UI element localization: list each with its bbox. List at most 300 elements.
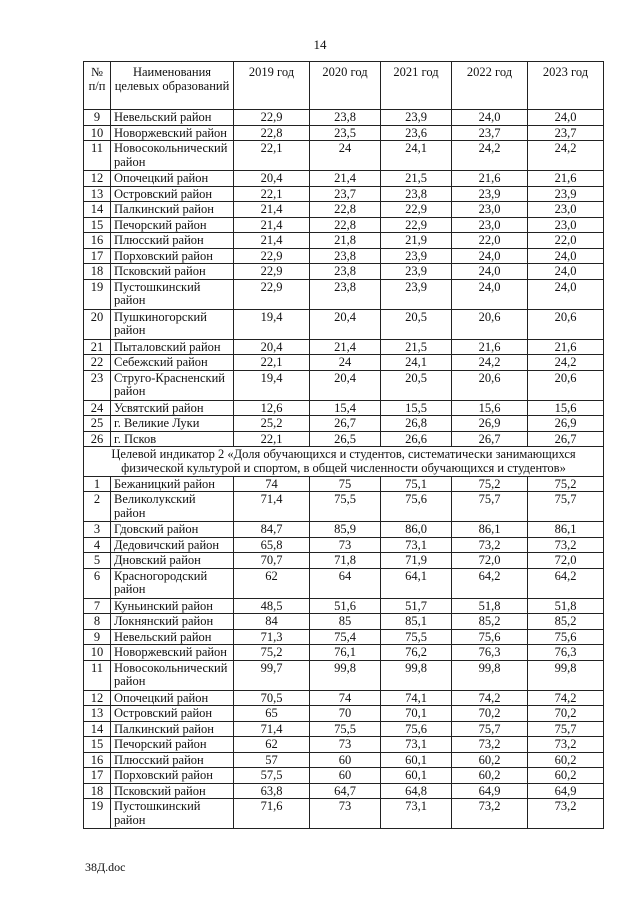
value-cell: 23,0 <box>528 217 604 233</box>
value-cell: 70,2 <box>528 706 604 722</box>
table-row <box>84 799 604 829</box>
row-number: 3 <box>84 522 111 538</box>
value-cell: 21,6 <box>528 171 604 187</box>
value-cell: 64,7 <box>310 783 381 799</box>
value-cell: 85,2 <box>528 614 604 630</box>
value-cell: 73,2 <box>528 737 604 753</box>
value-cell: 75,7 <box>452 721 528 737</box>
value-cell: 73,1 <box>381 537 452 553</box>
value-cell: 23,8 <box>381 186 452 202</box>
value-cell: 72,0 <box>528 553 604 569</box>
district-name: Бежаницкий район <box>111 476 234 492</box>
value-cell: 76,3 <box>452 645 528 661</box>
value-cell: 23,8 <box>310 264 381 280</box>
value-cell: 23,7 <box>452 125 528 141</box>
value-cell: 15,6 <box>528 400 604 416</box>
value-cell: 60,1 <box>381 768 452 784</box>
value-cell: 23,8 <box>310 279 381 309</box>
value-cell: 20,4 <box>310 370 381 400</box>
value-cell: 22,9 <box>234 110 310 126</box>
table-row <box>84 752 604 768</box>
value-cell: 73 <box>310 799 381 829</box>
value-cell: 23,8 <box>310 248 381 264</box>
value-cell: 75,7 <box>452 492 528 522</box>
value-cell: 64,9 <box>528 783 604 799</box>
value-cell: 20,5 <box>381 370 452 400</box>
value-cell: 99,7 <box>234 660 310 690</box>
value-cell: 20,6 <box>452 370 528 400</box>
table-row <box>84 186 604 202</box>
district-name: Великолукский район <box>111 492 234 522</box>
value-cell: 22,1 <box>234 431 310 447</box>
value-cell: 21,4 <box>310 171 381 187</box>
district-name: Псковский район <box>111 783 234 799</box>
header-year-2019: 2019 год <box>234 62 310 110</box>
value-cell: 21,6 <box>452 339 528 355</box>
value-cell: 99,8 <box>452 660 528 690</box>
district-name: г. Великие Луки <box>111 416 234 432</box>
value-cell: 63,8 <box>234 783 310 799</box>
table-row <box>84 721 604 737</box>
district-name: Опочецкий район <box>111 171 234 187</box>
district-name: Новосокольнический район <box>111 141 234 171</box>
district-name: Островский район <box>111 186 234 202</box>
row-number: 13 <box>84 186 111 202</box>
table-row <box>84 309 604 339</box>
value-cell: 22,9 <box>234 248 310 264</box>
district-name: Псковский район <box>111 264 234 280</box>
value-cell: 23,0 <box>452 202 528 218</box>
value-cell: 75 <box>310 476 381 492</box>
value-cell: 86,1 <box>528 522 604 538</box>
value-cell: 23,5 <box>310 125 381 141</box>
value-cell: 73 <box>310 737 381 753</box>
row-number: 16 <box>84 752 111 768</box>
table-row <box>84 400 604 416</box>
value-cell: 23,9 <box>452 186 528 202</box>
header-num: № п/п <box>84 62 111 110</box>
value-cell: 73,1 <box>381 799 452 829</box>
table-row <box>84 264 604 280</box>
table-row <box>84 522 604 538</box>
value-cell: 23,9 <box>528 186 604 202</box>
value-cell: 21,5 <box>381 171 452 187</box>
value-cell: 51,8 <box>452 598 528 614</box>
indicator-2-title: Целевой индикатор 2 «Доля обучающихся и студентов, систематически занимающихся физической культурой и спортом, в общей численности обучающихся и студентов» <box>84 447 604 477</box>
value-cell: 73,2 <box>452 737 528 753</box>
row-number: 12 <box>84 171 111 187</box>
value-cell: 24,2 <box>528 141 604 171</box>
value-cell: 75,6 <box>452 629 528 645</box>
table-row <box>84 629 604 645</box>
value-cell: 20,6 <box>528 309 604 339</box>
value-cell: 24,0 <box>452 264 528 280</box>
value-cell: 75,2 <box>452 476 528 492</box>
value-cell: 26,7 <box>528 431 604 447</box>
value-cell: 64 <box>310 568 381 598</box>
indicator-2-rows <box>84 476 604 829</box>
value-cell: 62 <box>234 737 310 753</box>
value-cell: 64,1 <box>381 568 452 598</box>
row-number: 1 <box>84 476 111 492</box>
row-number: 18 <box>84 264 111 280</box>
value-cell: 22,8 <box>310 217 381 233</box>
value-cell: 85 <box>310 614 381 630</box>
value-cell: 26,8 <box>381 416 452 432</box>
value-cell: 23,7 <box>310 186 381 202</box>
value-cell: 23,8 <box>310 110 381 126</box>
value-cell: 64,2 <box>528 568 604 598</box>
value-cell: 71,8 <box>310 553 381 569</box>
row-number: 12 <box>84 690 111 706</box>
value-cell: 20,5 <box>381 309 452 339</box>
value-cell: 23,9 <box>381 279 452 309</box>
row-number: 10 <box>84 645 111 661</box>
value-cell: 26,9 <box>528 416 604 432</box>
table-row <box>84 355 604 371</box>
row-number: 17 <box>84 768 111 784</box>
value-cell: 21,8 <box>310 233 381 249</box>
header-year-2021: 2021 год <box>381 62 452 110</box>
value-cell: 21,9 <box>381 233 452 249</box>
value-cell: 20,4 <box>234 339 310 355</box>
value-cell: 21,5 <box>381 339 452 355</box>
district-name: Пустошкинский район <box>111 799 234 829</box>
row-number: 6 <box>84 568 111 598</box>
table-header-row <box>84 62 604 110</box>
district-name: Новосокольнический район <box>111 660 234 690</box>
table-row <box>84 737 604 753</box>
value-cell: 21,4 <box>234 202 310 218</box>
value-cell: 60,1 <box>381 752 452 768</box>
value-cell: 85,1 <box>381 614 452 630</box>
value-cell: 22,9 <box>234 264 310 280</box>
value-cell: 20,6 <box>452 309 528 339</box>
value-cell: 22,9 <box>234 279 310 309</box>
value-cell: 86,0 <box>381 522 452 538</box>
value-cell: 15,5 <box>381 400 452 416</box>
value-cell: 57,5 <box>234 768 310 784</box>
row-number: 14 <box>84 721 111 737</box>
value-cell: 26,7 <box>452 431 528 447</box>
row-number: 19 <box>84 279 111 309</box>
table-row <box>84 706 604 722</box>
district-name: Локнянский район <box>111 614 234 630</box>
table-row <box>84 370 604 400</box>
value-cell: 19,4 <box>234 309 310 339</box>
value-cell: 21,4 <box>234 233 310 249</box>
value-cell: 23,6 <box>381 125 452 141</box>
value-cell: 85,2 <box>452 614 528 630</box>
value-cell: 75,5 <box>310 492 381 522</box>
value-cell: 75,2 <box>528 476 604 492</box>
row-number: 22 <box>84 355 111 371</box>
district-name: Порховский район <box>111 248 234 264</box>
value-cell: 73,1 <box>381 737 452 753</box>
value-cell: 74,1 <box>381 690 452 706</box>
value-cell: 22,1 <box>234 141 310 171</box>
value-cell: 74,2 <box>528 690 604 706</box>
value-cell: 72,0 <box>452 553 528 569</box>
value-cell: 22,9 <box>381 202 452 218</box>
table-row <box>84 233 604 249</box>
value-cell: 75,4 <box>310 629 381 645</box>
value-cell: 70,1 <box>381 706 452 722</box>
district-name: Красногородский район <box>111 568 234 598</box>
row-number: 21 <box>84 339 111 355</box>
indicator-1-rows <box>84 110 604 447</box>
value-cell: 24,0 <box>452 110 528 126</box>
value-cell: 62 <box>234 568 310 598</box>
table-row <box>84 431 604 447</box>
district-name: Палкинский район <box>111 202 234 218</box>
value-cell: 64,2 <box>452 568 528 598</box>
value-cell: 25,2 <box>234 416 310 432</box>
value-cell: 12,6 <box>234 400 310 416</box>
district-name: г. Псков <box>111 431 234 447</box>
value-cell: 20,6 <box>528 370 604 400</box>
value-cell: 73 <box>310 537 381 553</box>
value-cell: 65,8 <box>234 537 310 553</box>
table-row <box>84 614 604 630</box>
table-row <box>84 202 604 218</box>
row-number: 11 <box>84 660 111 690</box>
value-cell: 86,1 <box>452 522 528 538</box>
table-row <box>84 339 604 355</box>
value-cell: 85,9 <box>310 522 381 538</box>
value-cell: 64,8 <box>381 783 452 799</box>
row-number: 18 <box>84 783 111 799</box>
value-cell: 71,3 <box>234 629 310 645</box>
row-number: 2 <box>84 492 111 522</box>
value-cell: 51,8 <box>528 598 604 614</box>
district-name: Дновский район <box>111 553 234 569</box>
value-cell: 24,0 <box>528 110 604 126</box>
value-cell: 73,2 <box>528 537 604 553</box>
value-cell: 26,6 <box>381 431 452 447</box>
value-cell: 48,5 <box>234 598 310 614</box>
value-cell: 75,7 <box>528 492 604 522</box>
table-row <box>84 783 604 799</box>
value-cell: 24,1 <box>381 355 452 371</box>
value-cell: 99,8 <box>310 660 381 690</box>
value-cell: 22,1 <box>234 186 310 202</box>
value-cell: 84,7 <box>234 522 310 538</box>
table-row <box>84 125 604 141</box>
value-cell: 26,7 <box>310 416 381 432</box>
value-cell: 21,6 <box>452 171 528 187</box>
value-cell: 76,2 <box>381 645 452 661</box>
table-row <box>84 416 604 432</box>
value-cell: 60,2 <box>452 752 528 768</box>
district-name: Гдовский район <box>111 522 234 538</box>
value-cell: 24,2 <box>452 355 528 371</box>
table-row <box>84 476 604 492</box>
district-name: Пустошкинский район <box>111 279 234 309</box>
value-cell: 24,0 <box>452 248 528 264</box>
value-cell: 26,9 <box>452 416 528 432</box>
value-cell: 73,2 <box>528 799 604 829</box>
page-number: 14 <box>313 37 327 52</box>
value-cell: 73,2 <box>452 799 528 829</box>
value-cell: 70,2 <box>452 706 528 722</box>
value-cell: 15,4 <box>310 400 381 416</box>
row-number: 23 <box>84 370 111 400</box>
table-row <box>84 217 604 233</box>
header-year-2020: 2020 год <box>310 62 381 110</box>
district-name: Невельский район <box>111 110 234 126</box>
value-cell: 70 <box>310 706 381 722</box>
value-cell: 76,3 <box>528 645 604 661</box>
indicator-2-header <box>84 447 604 477</box>
district-name: Палкинский район <box>111 721 234 737</box>
district-name: Новоржевский район <box>111 125 234 141</box>
district-name: Плюсский район <box>111 752 234 768</box>
district-name: Усвятский район <box>111 400 234 416</box>
table-row <box>84 110 604 126</box>
value-cell: 57 <box>234 752 310 768</box>
row-number: 8 <box>84 614 111 630</box>
value-cell: 51,6 <box>310 598 381 614</box>
value-cell: 24,0 <box>528 264 604 280</box>
row-number: 11 <box>84 141 111 171</box>
value-cell: 76,1 <box>310 645 381 661</box>
value-cell: 71,4 <box>234 492 310 522</box>
value-cell: 22,1 <box>234 355 310 371</box>
value-cell: 70,7 <box>234 553 310 569</box>
table-row <box>84 768 604 784</box>
table-row <box>84 248 604 264</box>
row-number: 14 <box>84 202 111 218</box>
value-cell: 21,4 <box>234 217 310 233</box>
value-cell: 75,5 <box>381 629 452 645</box>
row-number: 16 <box>84 233 111 249</box>
value-cell: 24,2 <box>528 355 604 371</box>
row-number: 4 <box>84 537 111 553</box>
row-number: 25 <box>84 416 111 432</box>
row-number: 20 <box>84 309 111 339</box>
value-cell: 74,2 <box>452 690 528 706</box>
row-number: 26 <box>84 431 111 447</box>
table-row <box>84 660 604 690</box>
row-number: 24 <box>84 400 111 416</box>
table-row <box>84 568 604 598</box>
table-row <box>84 598 604 614</box>
value-cell: 22,9 <box>381 217 452 233</box>
value-cell: 23,9 <box>381 264 452 280</box>
value-cell: 23,7 <box>528 125 604 141</box>
value-cell: 71,6 <box>234 799 310 829</box>
value-cell: 64,9 <box>452 783 528 799</box>
value-cell: 75,2 <box>234 645 310 661</box>
header-name: Наименования целевых образований <box>111 62 234 110</box>
table-row <box>84 537 604 553</box>
value-cell: 75,5 <box>310 721 381 737</box>
district-name: Плюсский район <box>111 233 234 249</box>
value-cell: 75,1 <box>381 476 452 492</box>
value-cell: 84 <box>234 614 310 630</box>
value-cell: 99,8 <box>528 660 604 690</box>
value-cell: 24,0 <box>528 279 604 309</box>
value-cell: 75,6 <box>528 629 604 645</box>
district-name: Островский район <box>111 706 234 722</box>
row-number: 7 <box>84 598 111 614</box>
row-number: 15 <box>84 737 111 753</box>
table-row <box>84 279 604 309</box>
value-cell: 73,2 <box>452 537 528 553</box>
district-name: Струго-Красненский район <box>111 370 234 400</box>
header-year-2023: 2023 год <box>528 62 604 110</box>
district-name: Невельский район <box>111 629 234 645</box>
district-name: Дедовичский район <box>111 537 234 553</box>
district-name: Опочецкий район <box>111 690 234 706</box>
value-cell: 22,8 <box>310 202 381 218</box>
district-name: Печорский район <box>111 217 234 233</box>
row-number: 10 <box>84 125 111 141</box>
value-cell: 22,0 <box>452 233 528 249</box>
district-name: Пушкиногорский район <box>111 309 234 339</box>
value-cell: 60 <box>310 768 381 784</box>
value-cell: 22,0 <box>528 233 604 249</box>
district-name: Пыталовский район <box>111 339 234 355</box>
district-name: Себежский район <box>111 355 234 371</box>
value-cell: 74 <box>310 690 381 706</box>
value-cell: 70,5 <box>234 690 310 706</box>
value-cell: 23,9 <box>381 248 452 264</box>
table-row <box>84 141 604 171</box>
value-cell: 20,4 <box>234 171 310 187</box>
value-cell: 75,7 <box>528 721 604 737</box>
value-cell: 60,2 <box>528 752 604 768</box>
value-cell: 60,2 <box>452 768 528 784</box>
value-cell: 22,8 <box>234 125 310 141</box>
value-cell: 71,9 <box>381 553 452 569</box>
value-cell: 75,6 <box>381 721 452 737</box>
row-number: 9 <box>84 629 111 645</box>
value-cell: 21,6 <box>528 339 604 355</box>
value-cell: 20,4 <box>310 309 381 339</box>
table-row <box>84 171 604 187</box>
row-number: 13 <box>84 706 111 722</box>
district-name: Печорский район <box>111 737 234 753</box>
value-cell: 24 <box>310 141 381 171</box>
value-cell: 15,6 <box>452 400 528 416</box>
value-cell: 65 <box>234 706 310 722</box>
value-cell: 74 <box>234 476 310 492</box>
value-cell: 60 <box>310 752 381 768</box>
value-cell: 24,0 <box>528 248 604 264</box>
value-cell: 24,1 <box>381 141 452 171</box>
row-number: 9 <box>84 110 111 126</box>
value-cell: 99,8 <box>381 660 452 690</box>
district-name: Порховский район <box>111 768 234 784</box>
row-number: 19 <box>84 799 111 829</box>
value-cell: 24,0 <box>452 279 528 309</box>
value-cell: 75,6 <box>381 492 452 522</box>
target-indicators-table <box>83 61 604 829</box>
value-cell: 19,4 <box>234 370 310 400</box>
row-number: 15 <box>84 217 111 233</box>
value-cell: 51,7 <box>381 598 452 614</box>
value-cell: 23,0 <box>452 217 528 233</box>
value-cell: 26,5 <box>310 431 381 447</box>
row-number: 5 <box>84 553 111 569</box>
value-cell: 23,9 <box>381 110 452 126</box>
value-cell: 21,4 <box>310 339 381 355</box>
table-row <box>84 553 604 569</box>
value-cell: 71,4 <box>234 721 310 737</box>
row-number: 17 <box>84 248 111 264</box>
